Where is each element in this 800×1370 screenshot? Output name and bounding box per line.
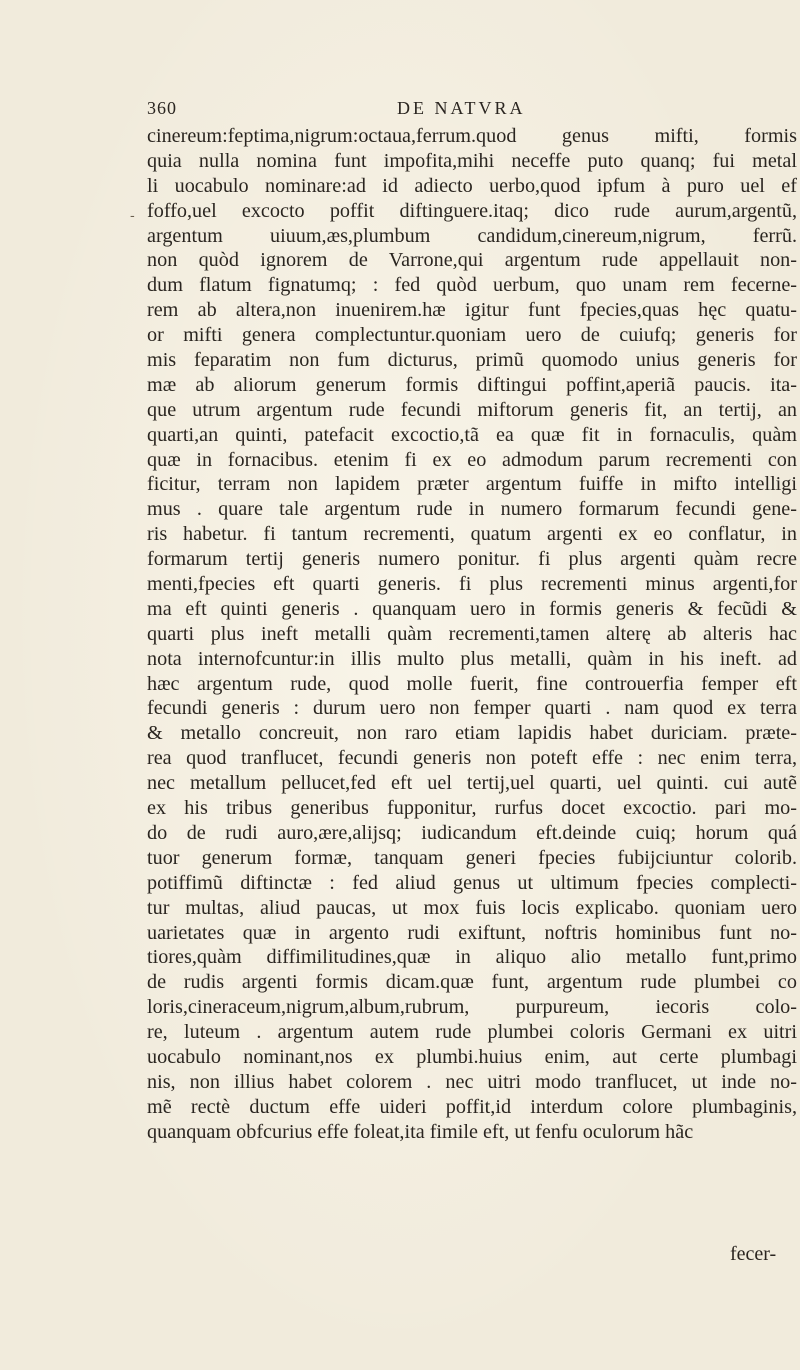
text-line: & metallo concreuit, non raro etiam lapidis habet duriciam. præte- <box>147 722 797 745</box>
text-line: fecundi generis : durum uero non femper quarti . nam quod ex terra <box>147 697 797 720</box>
text-line: mis feparatim non fum dicturus, primũ quomodo unius generis for <box>147 349 797 372</box>
text-line: ris habetur. fi tantum recrementi, quatum argenti ex eo conflatur, in <box>147 523 797 546</box>
text-line: re, luteum . argentum autem rude plumbei coloris Germani ex uitri <box>147 1021 797 1044</box>
text-line: mẽ rectè ductum effe uideri poffit,id interdum colore plumbaginis, <box>147 1095 797 1118</box>
body-text <box>147 124 797 1145</box>
text-line: nis, non illius habet colorem . nec uitri modo tranflucet, ut inde no- <box>147 1070 797 1093</box>
text-line: ex his tribus generibus fupponitur, rurfus docet excoctio. pari mo- <box>147 797 797 820</box>
text-line: formarum tertij generis numero ponitur. fi plus argenti quàm recre <box>147 548 797 571</box>
text-line: non quòd ignorem de Varrone,qui argentum rude appellauit non- <box>147 249 797 272</box>
text-line: li uocabulo nominare:ad id adiecto uerbo,quod ipfum à puro uel ef <box>147 174 797 197</box>
text-line: quarti plus ineft metalli quàm recrementi,tamen alterę ab alteris hac <box>147 622 797 645</box>
margin-mark: - <box>130 208 135 224</box>
text-line: dum flatum fignatumq; : fed quòd uerbum, quo unam rem fecerne- <box>147 274 797 297</box>
text-line: potiffimũ diftinctæ : fed aliud genus ut ultimum fpecies complecti- <box>147 871 797 894</box>
text-line: uocabulo nominant,nos ex plumbi.huius enim, aut certe plumbagi <box>147 1045 797 1068</box>
running-head: DE NATVRA <box>397 98 526 118</box>
text-line: tur multas, aliud paucas, ut mox fuis locis explicabo. quoniam uero <box>147 896 797 919</box>
text-line: do de rudi auro,ære,alijsq; iudicandum eft.deinde cuiq; horum quá <box>147 821 797 844</box>
catchword: fecer- <box>730 1243 777 1265</box>
text-line: quanquam obfcurius effe foleat,ita fimile eft, ut fenfu oculorum hãc <box>147 1120 694 1143</box>
text-line: cinereum:feptima,nigrum:octaua,ferrum.quod genus mifti, formis <box>147 125 797 147</box>
text-line: nota internofcuntur:in illis multo plus metalli, quàm in his ineft. ad <box>147 647 797 670</box>
text-line: quæ in fornacibus. etenim fi ex eo admodum parum recrementi con <box>147 448 797 471</box>
text-line: or mifti genera complectuntur.quoniam uero de cuiufq; generis for <box>147 324 797 347</box>
page-number: 360 <box>147 98 177 118</box>
text-line: que utrum argentum rude fecundi miftorum generis fit, an tertij, an <box>147 398 797 421</box>
text-line: uarietates quæ in argento rudi exiftunt, noftris hominibus funt no- <box>147 921 797 944</box>
text-line: rea quod tranflucet, fecundi generis non poteft effe : nec enim terra, <box>147 747 797 770</box>
text-line: loris,cineraceum,nigrum,album,rubrum, purpureum, iecoris colo- <box>147 996 797 1019</box>
text-line: quarti,an quinti, patefacit excoctio,tã ea quæ fit in fornaculis, quàm <box>147 423 797 446</box>
text-line: ma eft quinti generis . quanquam uero in formis generis & fecũdi & <box>147 597 797 620</box>
text-line: tiores,quàm diffimilitudines,quæ in aliquo alio metallo funt,primo <box>147 946 797 969</box>
text-line: quia nulla nomina funt impofita,mihi neceffe puto quanq; fui metal <box>147 149 797 172</box>
text-line: menti,fpecies eft quarti generis. fi plus recrementi minus argenti,for <box>147 573 797 596</box>
text-line: mæ ab aliorum generum formis diftingui poffint,aperiã paucis. ita- <box>147 373 797 396</box>
text-line: nec metallum pellucet,fed eft uel tertij,uel quarti, uel quinti. cui autẽ <box>147 772 797 795</box>
text-line: argentum uiuum,æs,plumbum candidum,cinereum,nigrum, ferrũ. <box>147 224 797 247</box>
text-line: ficitur, terram non lapidem præter argentum fuiffe in mifto intelligi <box>147 473 797 496</box>
text-line: tuor generum formæ, tanquam generi fpecies fubijciuntur colorib. <box>147 846 797 869</box>
text-line: foffo,uel excocto poffit diftinguere.itaq; dico rude aurum,argentũ, <box>147 199 797 222</box>
text-line: de rudis argenti formis dicam.quæ funt, argentum rude plumbei co <box>147 971 797 994</box>
text-line: rem ab altera,non inuenirem.hæ igitur funt fpecies,quas hęc quatu- <box>147 299 797 322</box>
text-line: mus . quare tale argentum rude in numero formarum fecundi gene- <box>147 498 797 521</box>
page-header <box>147 98 667 122</box>
text-line: hæc argentum rude, quod molle fuerit, fine controuerfia femper eft <box>147 672 797 695</box>
